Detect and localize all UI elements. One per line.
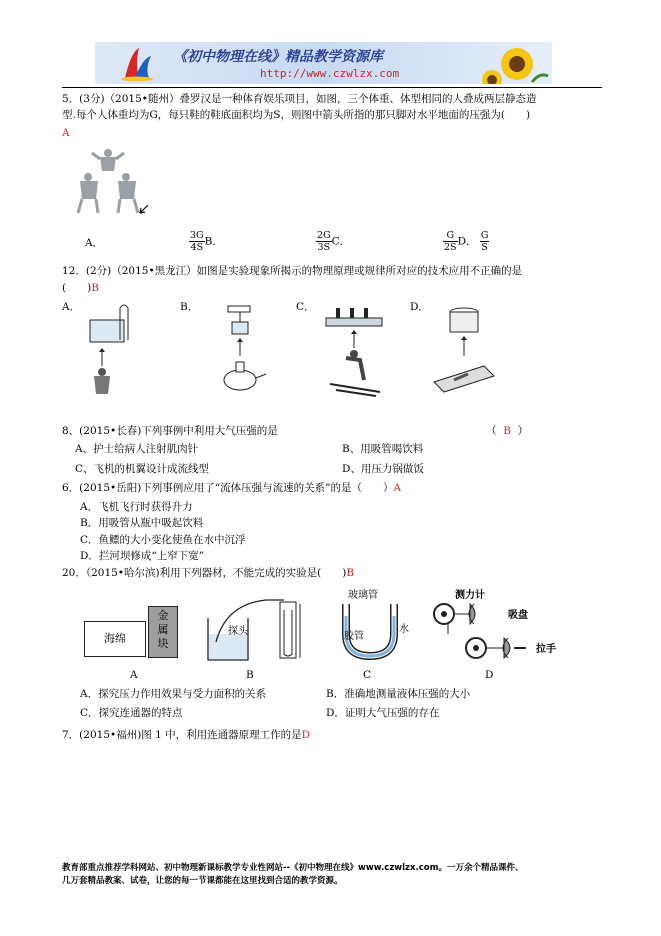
human-pyramid-figure — [70, 147, 150, 217]
water-label: 水 — [399, 624, 409, 635]
q12-figure-c — [320, 300, 390, 400]
q6-stem: 6．(2015•岳阳)下列事例应用了“流体压强与流速的关系”的是（ ）A — [62, 482, 402, 494]
q8-option-a: A、护士给病人注射肌肉针 — [75, 443, 199, 455]
header-banner — [95, 42, 552, 84]
q20-option-c: C．探究连通器的特点 — [80, 707, 183, 719]
probe-label: 探头 — [228, 626, 248, 637]
q5-option-a: A． — [85, 237, 104, 249]
q5-stem-line1: 5．(3分)（2015•随州）叠罗汉是一种体育娱乐项目，如图，三个体重、体型相同的人叠成两层静态造 — [62, 93, 537, 105]
q12-figure-a — [80, 300, 160, 400]
q12-label-d: D． — [410, 301, 429, 313]
q12-label-b: B． — [180, 301, 199, 313]
q12-stem-line2: ( )B — [62, 282, 99, 294]
banner-title: 《初中物理在线》精品教学资源库 — [173, 49, 383, 65]
handle-label: 拉手 — [536, 644, 556, 655]
q5-fraction-c: $\frac{G}{2S}$ D． $\frac{G}{S}$ — [444, 230, 489, 253]
dynamometer-label: 测力计 — [455, 590, 485, 601]
rubber-tube-label: 胶管 — [344, 631, 364, 642]
header-rule — [62, 87, 602, 88]
suction-cup-label: 吸盘 — [508, 610, 528, 621]
q5-stem-line2: 型.每个人体重均为G，每只鞋的鞋底面积均为S，则图中箭头所指的那只脚对水平地面的压强为( ) — [62, 109, 531, 121]
q20-option-a: A．探究压力作用效果与受力面积的关系 — [80, 688, 267, 700]
q8-option-c: C、飞机的机翼设计成流线型 — [75, 463, 210, 475]
arrow-icon — [140, 205, 148, 213]
sunflower-icon — [482, 42, 552, 84]
q12-label-c: C． — [296, 301, 315, 313]
q6-option-b: B．用吸管从瓶中吸起饮料 — [80, 517, 204, 529]
q20-option-d: D．证明大气压强的存在 — [326, 707, 440, 719]
fig-label-a: A — [130, 669, 138, 681]
q12-figure-b — [210, 300, 270, 400]
banner-url: http://www.czwlzx.com — [260, 67, 400, 80]
q20-option-b: B．准确地测量液体压强的大小 — [326, 688, 471, 700]
sponge-block: 海绵 — [84, 621, 146, 657]
pressure-gauge-figure — [196, 590, 308, 665]
q12-stem-line1: 12．(2分)（2015•黑龙江）如图是实验现象所揭示的物理原理或规律所对应的技术应用不正确的是 — [62, 265, 523, 277]
q20-stem: 20．（2015•哈尔滨)利用下列器材，不能完成的实验是( )B — [62, 567, 355, 579]
q6-option-a: A．飞机飞行时获得升力 — [80, 501, 193, 513]
q6-option-c: C．鱼鳔的大小变化使鱼在水中沉浮 — [80, 534, 246, 546]
fig-label-d: D — [485, 669, 494, 681]
q7-stem: 7．(2015•福州)图 1 中，利用连通器原理工作的是D — [62, 729, 311, 741]
q8-answer: （ B ） — [486, 425, 529, 437]
q5-fraction-a: $\frac{3G}{4S}$ B． — [190, 230, 223, 253]
metal-block: 金 属 块 — [148, 606, 178, 658]
q5-answer: A — [62, 127, 70, 139]
q8-option-b: B、用吸管喝饮料 — [342, 443, 424, 455]
glass-tube-label: 玻璃管 — [348, 590, 378, 601]
q12-label-a: A． — [62, 301, 81, 313]
q8-option-d: D、用压力锅做饭 — [342, 463, 424, 475]
q12-figure-d — [428, 300, 498, 400]
footer: 教育部重点推荐学科网站、初中物理新课标教学专业性网站--《初中物理在线》www.czwlzx.com。一万余个精品课件、 几万套精品教案、试卷，让您的每一节课都能在这里找到合适的教学资源。 — [62, 863, 524, 886]
logo-icon — [117, 44, 157, 82]
fig-label-c: C — [363, 669, 372, 681]
fig-label-b: B — [246, 669, 254, 681]
q5-fraction-b: $\frac{2G}{3S}$ C． — [317, 230, 351, 253]
q8-stem: 8、(2015•长春)下列事例中利用大气压强的是 — [62, 425, 278, 437]
q6-option-d: D．拦河坝修成“上窄下宽” — [80, 550, 205, 562]
